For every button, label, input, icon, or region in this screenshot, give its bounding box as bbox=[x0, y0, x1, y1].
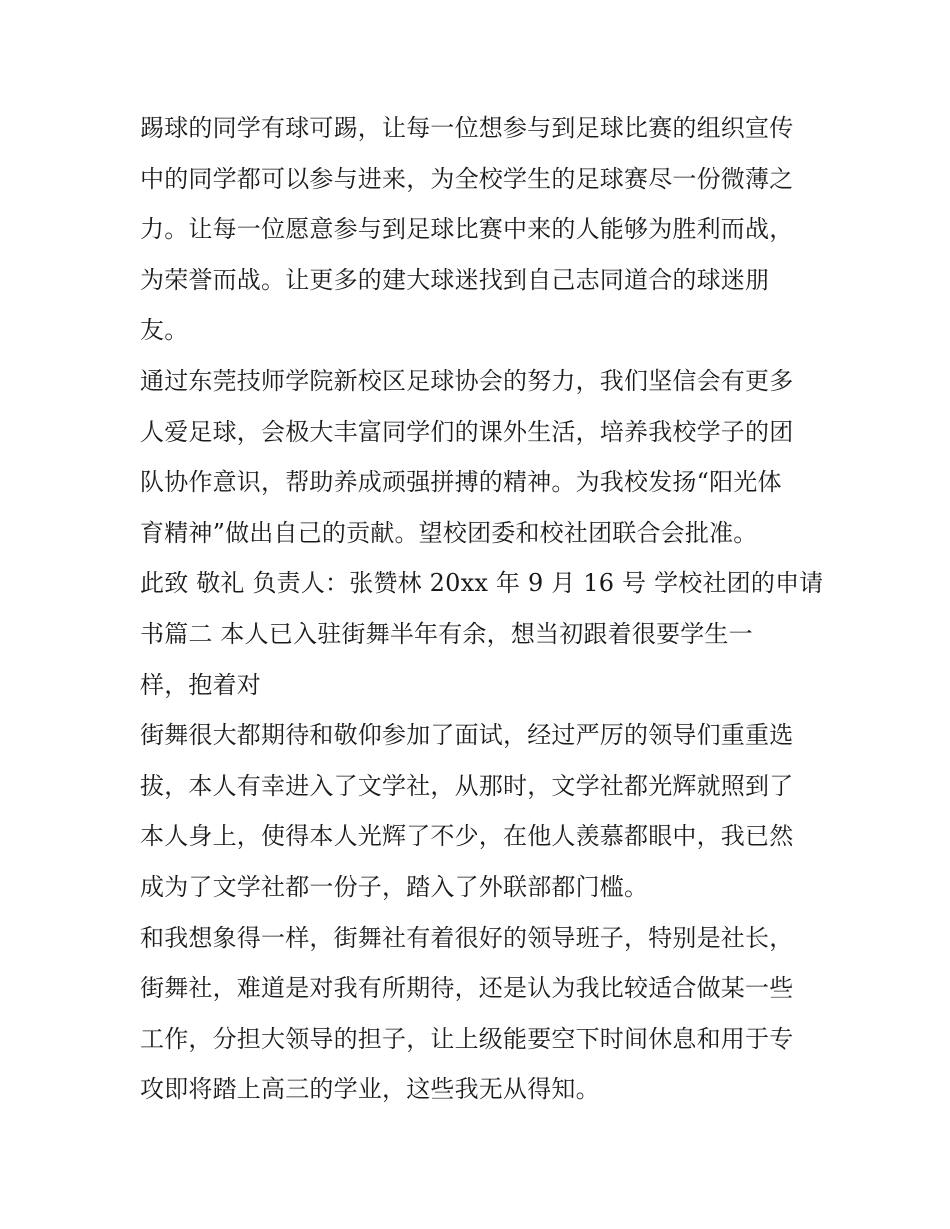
text-line: 为荣誉而战。让更多的建大球迷找到自己志同道合的球迷朋 bbox=[140, 265, 770, 294]
text-line: 书篇二 本人已入驻街舞半年有余，想当初跟着很要学生一 bbox=[140, 619, 753, 648]
text-line: 力。让每一位愿意参与到足球比赛中来的人能够为胜利而战， bbox=[140, 215, 794, 244]
document-body bbox=[140, 103, 824, 1115]
text-line: 街舞社，难道是对我有所期待，还是认为我比较适合做某一些 bbox=[140, 974, 794, 1003]
text-line: 样，抱着对 bbox=[140, 670, 261, 699]
text-line: 本人身上，使得本人光辉了不少，在他人羡慕都眼中，我已然 bbox=[140, 822, 794, 851]
text-line: 和我想象得一样，街舞社有着很好的领导班子，特别是社长， bbox=[140, 923, 794, 952]
text-line: 通过东莞技师学院新校区足球协会的努力，我们坚信会有更多 bbox=[140, 366, 794, 395]
text-line: 成为了文学社都一份子，踏入了外联部都门槛。 bbox=[140, 872, 649, 901]
text-line: 此致 敬礼 负责人：张赞林 20xx 年 9 月 16 号 学校社团的申请 bbox=[140, 569, 824, 598]
text-line: 中的同学都可以参与进来，为全校学生的足球赛尽一份微薄之 bbox=[140, 164, 794, 193]
text-line: 攻即将踏上高三的学业，这些我无从得知。 bbox=[140, 1075, 600, 1104]
text-line: 街舞很大都期待和敬仰参加了面试，经过严厉的领导们重重选 bbox=[140, 721, 794, 750]
text-line: 踢球的同学有球可踢，让每一位想参与到足球比赛的组织宣传 bbox=[140, 114, 794, 142]
text-line: 育精神”做出自己的贡献。望校团委和校社团联合会批准。 bbox=[140, 518, 758, 547]
text-line: 工作，分担大领导的担子，让上级能要空下时间休息和用于专 bbox=[140, 1024, 794, 1053]
text-line: 拔，本人有幸进入了文学社，从那时，文学社都光辉就照到了 bbox=[140, 771, 794, 800]
text-line: 队协作意识，帮助养成顽强拼搏的精神。为我校发扬“阳光体 bbox=[140, 468, 782, 497]
text-line: 人爱足球，会极大丰富同学们的课外生活，培养我校学子的团 bbox=[140, 417, 794, 446]
text-line: 友。 bbox=[140, 316, 189, 345]
